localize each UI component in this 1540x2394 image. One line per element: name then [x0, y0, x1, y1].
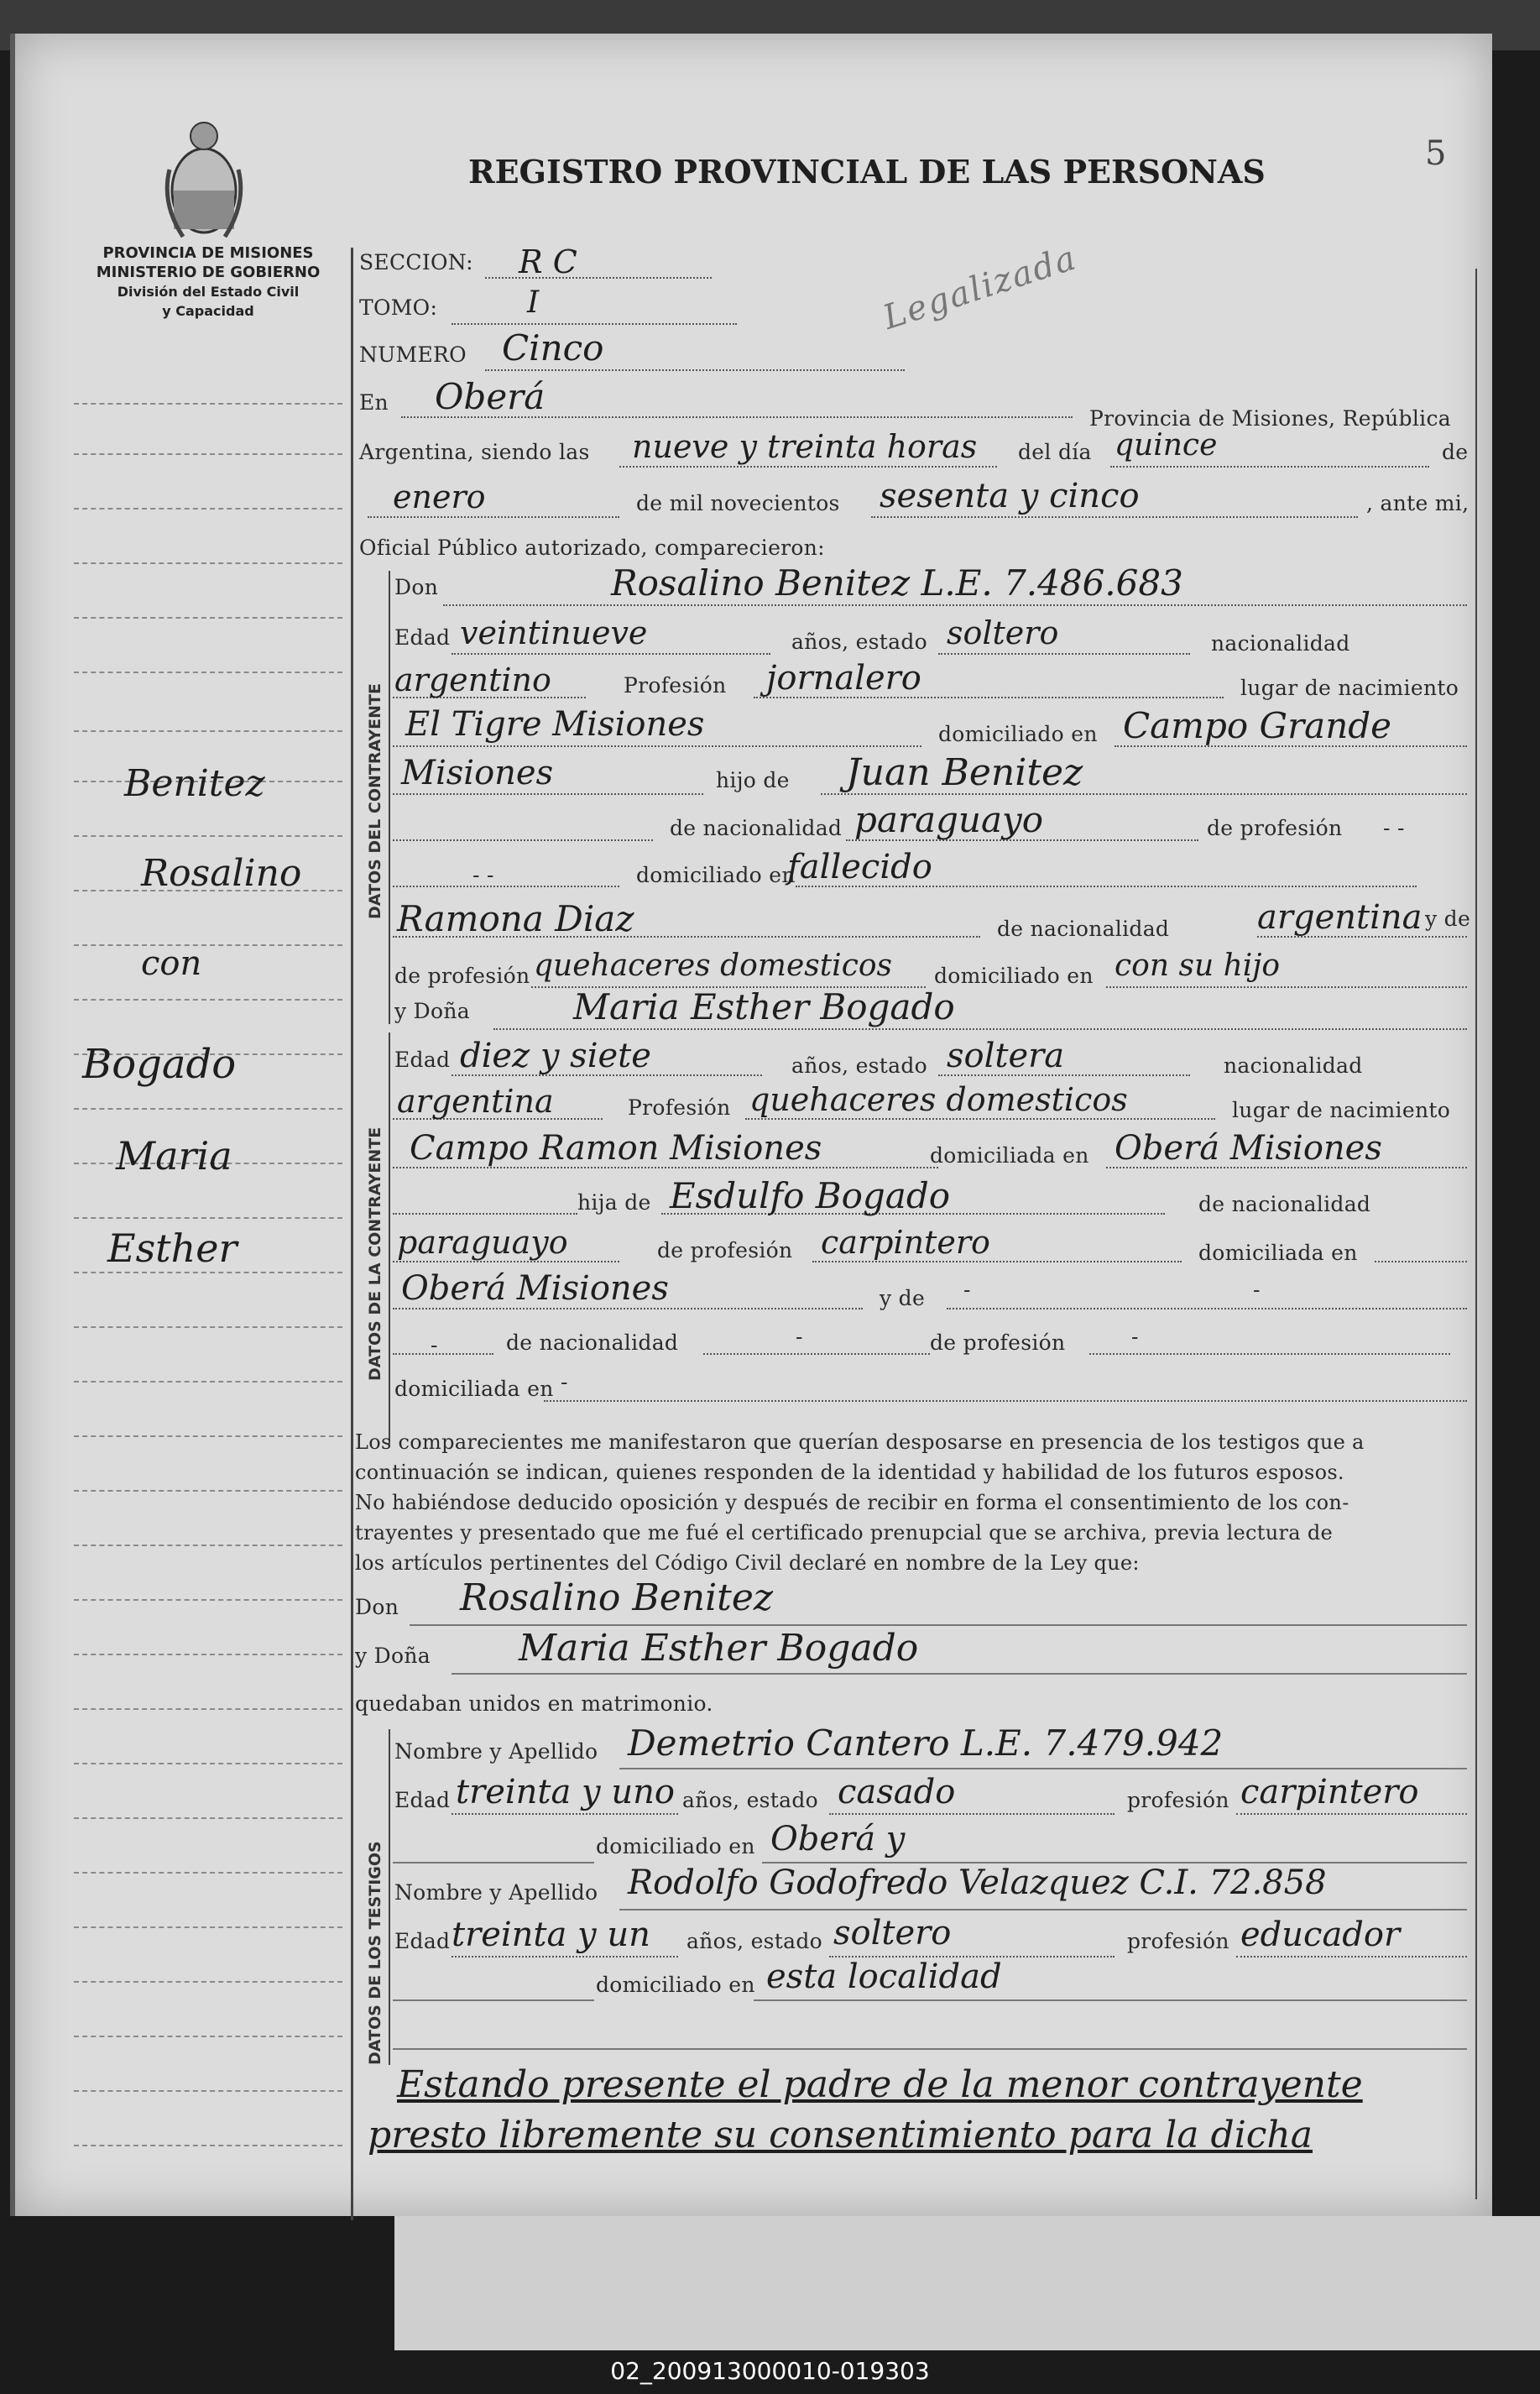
mes-value: enero: [393, 478, 486, 515]
contrayente2-section-label: DATOS DE LA CONTRAYENTE: [366, 1126, 384, 1381]
scan-background-bottom: [394, 2216, 1540, 2350]
c1-profesion-label: Profesión: [624, 673, 727, 698]
c2-madre-value: -: [963, 1278, 971, 1302]
margin-name-4: Bogado: [82, 1041, 237, 1088]
org-line-2: MINISTERIO DE GOBIERNO: [96, 264, 321, 281]
c2-padre-dom-value: Oberá Misiones: [401, 1269, 669, 1308]
c1-domiciliado-en-label: domiciliado en: [636, 863, 796, 887]
t2-domiciliado-label: domiciliado en: [596, 1973, 755, 1997]
decl-don-value: Rosalino Benitez: [460, 1576, 774, 1619]
c1-madre-dom-value: con su hijo: [1115, 949, 1281, 983]
c1-estado-value: soltero: [947, 614, 1059, 651]
c2-de-nacionalidad-label: de nacionalidad: [1198, 1192, 1371, 1216]
c2-nacionalidad-value: argentina: [397, 1083, 554, 1120]
t2-name-value: Rodolfo Godofredo Velazquez C.I. 72.858: [628, 1863, 1327, 1902]
c2-edad-label: Edad: [394, 1048, 451, 1072]
dia-value: quince: [1115, 428, 1218, 463]
decl-dona-value: Maria Esther Bogado: [519, 1627, 919, 1670]
c1-lugar-nac-label: lugar de nacimiento: [1240, 676, 1459, 700]
c1-anos-estado-label: años, estado: [791, 630, 928, 654]
c1-don-label: Don: [394, 575, 439, 599]
page-number: 5: [1425, 134, 1447, 173]
margin-name-2: Rosalino: [141, 852, 302, 895]
c1-name-value: Rosalino Benitez L.E. 7.486.683: [611, 562, 1183, 604]
decl-unidos-text: quedaban unidos en matrimonio.: [355, 1691, 713, 1716]
c2-name-value: Maria Esther Bogado: [573, 986, 955, 1027]
c2-de-profesion-label: de profesión: [657, 1238, 793, 1262]
c2-madre-prof-value: -: [1131, 1325, 1139, 1349]
c2-y-de-label: y de: [880, 1286, 926, 1310]
c1-lugar-nac-value: El Tigre Misiones: [405, 705, 705, 744]
c1-domicilio-value: Campo Grande: [1123, 705, 1391, 746]
seccion-label: SECCION:: [359, 250, 473, 274]
t1-name-value: Demetrio Cantero L.E. 7.479.942: [628, 1722, 1224, 1764]
tomo-value: I: [527, 285, 540, 320]
t1-edad-value: treinta y uno: [456, 1773, 675, 1811]
c2-domiciliada-en-label: domiciliada en: [1198, 1241, 1358, 1265]
t2-edad-label: Edad: [394, 1929, 451, 1953]
c2-madre-dom-value: -: [561, 1370, 568, 1394]
c1-madre-nac-value: argentina: [1257, 898, 1423, 937]
c2-profesion-value: quehaceres domesticos: [749, 1081, 1128, 1118]
nota-line-2: presto libremente su consentimiento para la dicha: [368, 2114, 1313, 2156]
ante-mi-text: , ante mi,: [1366, 491, 1470, 515]
anio-value: sesenta y cinco: [880, 477, 1140, 515]
t2-anos-estado-label: años, estado: [686, 1929, 823, 1953]
t1-edad-label: Edad: [394, 1788, 451, 1812]
t1-profesion-label: profesión: [1127, 1788, 1229, 1812]
c1-madre-dom-label: domiciliado en: [934, 964, 1094, 988]
seccion-value: R C: [519, 243, 577, 280]
en-value: Oberá: [435, 376, 546, 417]
t1-prof-value: carpintero: [1240, 1773, 1419, 1811]
register-page: [10, 34, 1492, 2216]
en-label: En: [359, 390, 389, 415]
c1-edad-label: Edad: [394, 625, 451, 650]
org-line-1: PROVINCIA DE MISIONES: [102, 244, 314, 262]
c2-anos-estado-label: años, estado: [791, 1053, 928, 1078]
declaracion-line-2: continuación se indican, quienes responden de la identidad y habilidad de los futuros esposos.: [355, 1461, 1344, 1484]
t2-dom-value: esta localidad: [766, 1958, 1002, 1996]
c2-domicilio-value: Oberá Misiones: [1115, 1129, 1382, 1168]
numero-value: Cinco: [502, 327, 604, 369]
c1-madre-value: Ramona Diaz: [397, 898, 634, 939]
c1-padre-dom-value: fallecido: [787, 848, 932, 886]
page-title: REGISTRO PROVINCIAL DE LAS PERSONAS: [468, 153, 1266, 191]
t2-prof-value: educador: [1240, 1916, 1401, 1954]
org-line-3: División del Estado Civil: [117, 284, 300, 300]
c2-domiciliada-label: domiciliada en: [930, 1143, 1089, 1168]
margin-name-6: Esther: [107, 1226, 238, 1271]
c2-lugar-nac-label: lugar de nacimiento: [1232, 1098, 1451, 1122]
c1-padre-prof-value: - -: [1383, 816, 1405, 840]
declaracion-line-4: trayentes y presentado que me fué el certificado prenupcial que se archiva, previa lectura de: [355, 1521, 1333, 1545]
c2-madre-value-2: -: [1253, 1278, 1261, 1302]
del-dia-text: del día: [1018, 440, 1092, 464]
coat-of-arms-icon: [158, 111, 250, 254]
c2-madre-prof-label: de profesión: [930, 1330, 1066, 1355]
c1-madre-prof-value: quehaceres domesticos: [534, 949, 893, 983]
c2-padre-prof-value: carpintero: [821, 1224, 990, 1261]
nota-line-1: Estando presente el padre de la menor contrayente: [397, 2063, 1363, 2106]
decl-dona-label: y Doña: [355, 1644, 431, 1668]
t2-profesion-label: profesión: [1127, 1929, 1229, 1953]
c2-padre-nac-value: paraguayo: [397, 1224, 568, 1261]
testigos-section-label: DATOS DE LOS TESTIGOS: [366, 1841, 384, 2065]
decl-don-label: Don: [355, 1595, 399, 1619]
oficial-text: Oficial Público autorizado, comparecieron:: [359, 536, 825, 560]
c1-nacionalidad-label: nacionalidad: [1211, 631, 1350, 656]
c1-madre-nac-label: de nacionalidad: [997, 917, 1170, 941]
t1-domiciliado-label: domiciliado en: [596, 1834, 755, 1858]
c1-domicilio-value-2: Misiones: [401, 754, 554, 792]
tomo-label: TOMO:: [359, 295, 438, 320]
c1-nacionalidad-value: argentino: [394, 661, 551, 698]
c2-padre-value: Esdulfo Bogado: [670, 1175, 951, 1216]
hora-value: nueve y treinta horas: [632, 428, 978, 465]
t2-edad-value: treinta y un: [452, 1916, 650, 1954]
t1-anos-estado-label: años, estado: [682, 1788, 819, 1812]
c2-nacionalidad-label: nacionalidad: [1224, 1053, 1363, 1078]
stamp-legalizada: Legalizada: [878, 238, 1082, 337]
margin-name-1: Benitez: [124, 762, 265, 805]
margin-name-5: Maria: [116, 1133, 232, 1179]
de-text: de: [1442, 440, 1469, 464]
t1-nombre-label: Nombre y Apellido: [394, 1739, 598, 1764]
declaracion-line-5: los artículos pertinentes del Código Civil declaré en nombre de la Ley que:: [355, 1551, 1140, 1575]
declaracion-paragraph: [355, 1427, 1471, 1578]
c1-madre-prof-label: de profesión: [394, 964, 530, 988]
c2-dona-label: y Doña: [394, 999, 470, 1023]
c2-madre-dom-label: domiciliada en: [394, 1377, 554, 1401]
c2-edad-value: diez y siete: [460, 1037, 651, 1075]
t1-dom-value: Oberá y: [770, 1820, 906, 1858]
c1-padre-value: Juan Benitez: [846, 751, 1083, 794]
org-line-4: y Capacidad: [162, 303, 254, 319]
t2-estado-value: soltero: [833, 1914, 952, 1952]
numero-label: NUMERO: [359, 342, 467, 367]
contrayente-section-label: DATOS DEL CONTRAYENTE: [366, 683, 384, 919]
scan-filename: 02_200913000010-019303: [610, 2357, 930, 2385]
margin-name-3: con: [141, 944, 202, 983]
argentina-text: Argentina, siendo las: [359, 440, 590, 464]
c1-domiciliado-label: domiciliado en: [938, 722, 1098, 746]
c2-hija-de-label: hija de: [577, 1190, 651, 1215]
c1-padre-prof-value-2: - -: [472, 863, 494, 887]
c2-profesion-label: Profesión: [628, 1095, 731, 1120]
c2-lugar-nac-value: Campo Ramon Misiones: [410, 1129, 822, 1168]
c2-estado-value: soltera: [947, 1037, 1065, 1075]
c1-edad-value: veintinueve: [460, 614, 648, 651]
t2-nombre-label: Nombre y Apellido: [394, 1880, 598, 1905]
c1-de-profesion-label: de profesión: [1207, 816, 1343, 840]
c2-madre-dash: -: [431, 1333, 438, 1357]
c1-padre-nac-value: paraguayo: [854, 799, 1044, 840]
c1-y-de-label: y de: [1425, 907, 1471, 931]
c2-madre-nac-value: -: [796, 1325, 803, 1349]
de-mil-text: de mil novecientos: [636, 491, 840, 515]
c2-madre-nac-label: de nacionalidad: [506, 1330, 679, 1355]
c1-de-nacionalidad-label: de nacionalidad: [670, 816, 843, 840]
declaracion-line-3: No habiéndose deducido oposición y después de recibir en forma el consentimiento de los con-: [355, 1491, 1349, 1514]
declaracion-line-1: Los comparecientes me manifestaron que querían desposarse en presencia de los testigos que a: [355, 1430, 1365, 1454]
provincia-text: Provincia de Misiones, República: [1089, 406, 1451, 431]
c1-profesion-value: jornalero: [766, 659, 921, 698]
c1-hijo-de-label: hijo de: [716, 768, 790, 792]
t1-estado-value: casado: [838, 1773, 956, 1811]
